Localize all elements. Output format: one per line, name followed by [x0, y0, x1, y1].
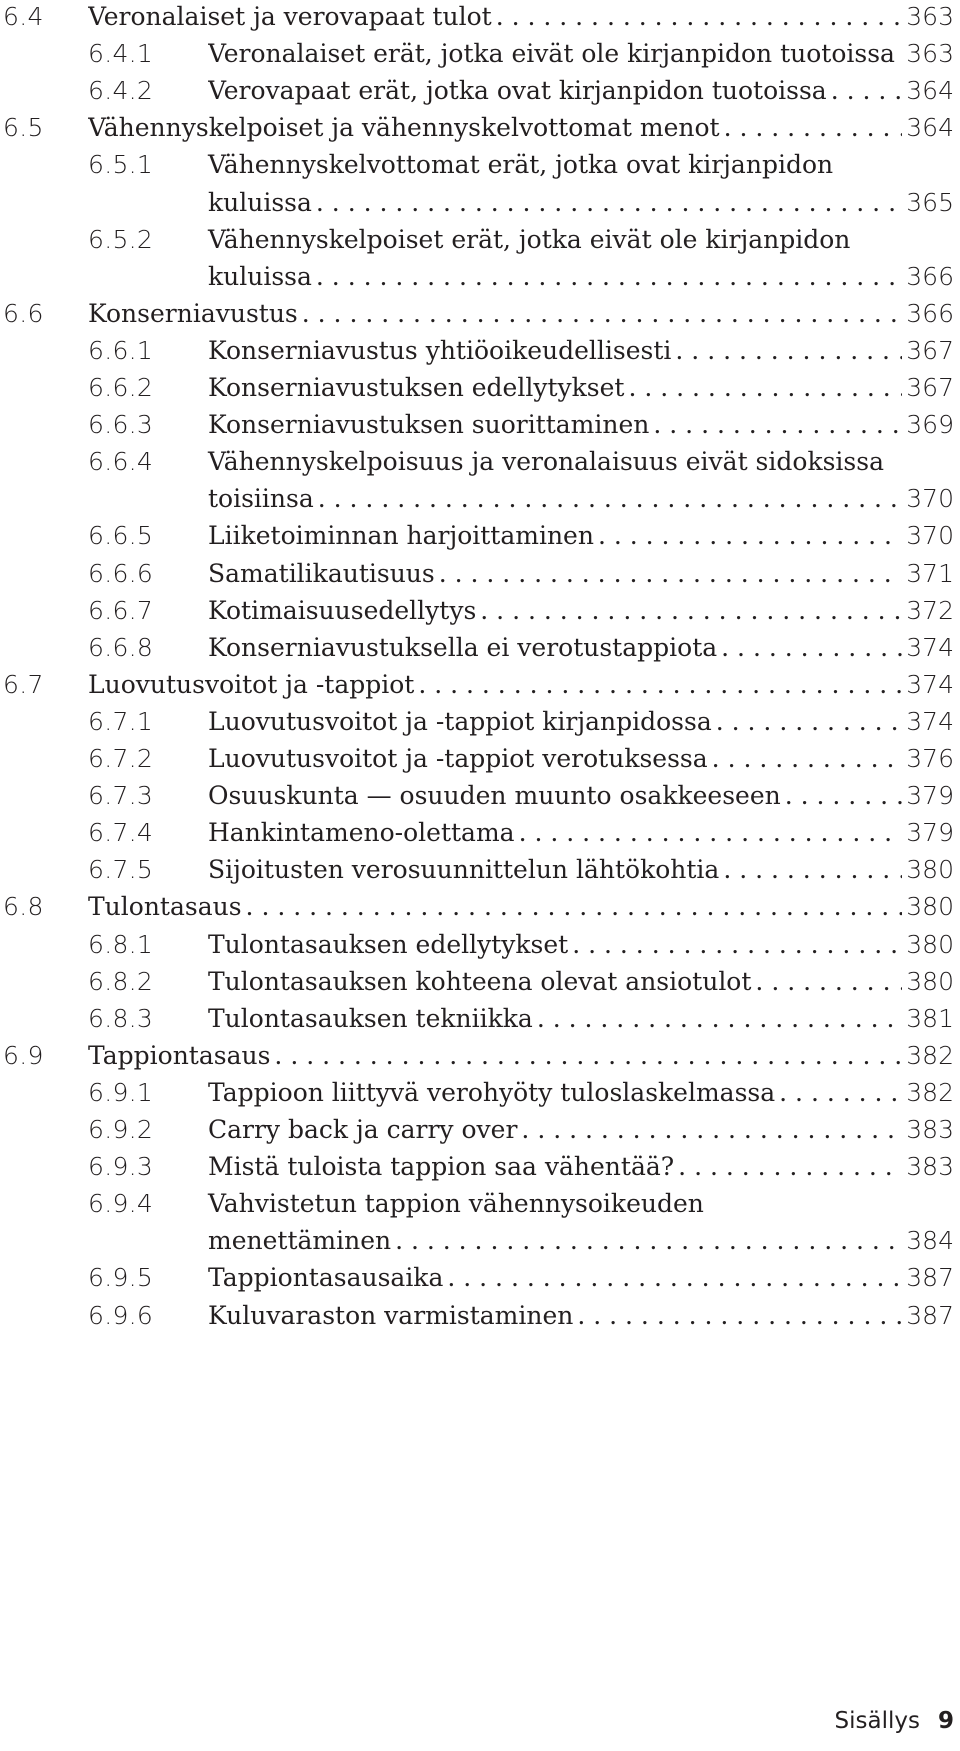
toc-entry: [0, 37, 960, 71]
section-title: Sijoitusten verosuunnittelun lähtökohtia: [208, 855, 720, 885]
section-title: Veronalaiset erät, jotka eivät ole kirjanpidon tuotoissa: [208, 39, 895, 69]
page-number: 363: [906, 39, 954, 69]
toc-entry: [0, 334, 960, 368]
section-number: 6.9: [3, 1040, 44, 1070]
page-number: 381: [906, 1003, 954, 1033]
section-title: menettäminen: [208, 1226, 392, 1256]
section-title: Liiketoiminnan harjoittaminen: [208, 521, 594, 551]
section-title: Tulontasauksen tekniikka: [208, 1003, 533, 1033]
toc-entry: [0, 705, 960, 739]
section-number: 6.4: [3, 2, 44, 31]
toc-entry: [0, 631, 960, 665]
section-title: Tappioon liittyvä verohyöty tuloslaskelmassa: [208, 1077, 776, 1107]
section-title: kuluissa: [208, 261, 312, 291]
section-number: 6.6.2: [88, 373, 154, 402]
toc-entry: [0, 1261, 960, 1295]
section-title: Tulontasauksen edellytykset: [208, 929, 569, 959]
dot-leader: [298, 297, 903, 331]
section-number: 6.6.4: [88, 447, 154, 477]
dot-leader: [414, 668, 902, 702]
section-number: 6.6.1: [88, 335, 154, 365]
section-title: Carry back ja carry over: [208, 1115, 518, 1144]
page-number: 383: [906, 1152, 954, 1182]
section-title: Vähennyskelpoisuus ja veronalaisuus eivät sidoksissa: [208, 447, 884, 477]
toc-entry: [0, 297, 960, 331]
section-number: 6.9.3: [88, 1152, 154, 1182]
footer-label: Sisällys: [834, 1708, 920, 1734]
section-number: 6.4.2: [88, 76, 154, 106]
section-number: 6.7.2: [88, 744, 154, 773]
dot-leader: [314, 482, 903, 516]
section-number: 6.6.7: [88, 595, 154, 625]
page-number: 367: [906, 335, 954, 365]
section-title: Vahvistetun tappion vähennysoikeuden: [208, 1189, 704, 1219]
toc-entry: [0, 408, 960, 442]
section-number: 6.5.2: [88, 224, 154, 254]
dot-leader: [312, 260, 902, 294]
page-number: 379: [906, 781, 954, 811]
page-number: 382: [906, 1077, 954, 1107]
dot-leader: [720, 111, 903, 145]
dot-leader: [435, 557, 903, 591]
page-number: 366: [906, 298, 954, 328]
section-number: 6.8.2: [88, 966, 154, 996]
section-title: Verovapaat erät, jotka ovat kirjanpidon tuotoissa: [208, 76, 827, 106]
dot-leader: [515, 816, 903, 850]
section-number: 6.6.5: [88, 521, 154, 551]
toc-entry: [0, 853, 960, 887]
section-title: Vähennyskelpoiset erät, jotka eivät ole kirjanpidon: [208, 224, 851, 254]
section-title: Osuuskunta — osuuden muunto osakkeeseen: [208, 781, 781, 811]
section-number: 6.7.5: [88, 855, 154, 885]
toc-entry: [0, 965, 960, 999]
toc-entry: [0, 1002, 960, 1036]
section-title: Vähennyskelpoiset ja vähennyskelvottomat menot: [88, 113, 720, 143]
toc-entry: [0, 0, 960, 34]
toc-entry: [0, 519, 960, 553]
page-number: 366: [906, 261, 954, 291]
toc-entry: [0, 1113, 960, 1147]
section-number: 6.9.1: [88, 1077, 154, 1107]
section-number: 6.9.6: [88, 1300, 154, 1330]
section-title: Konserniavustuksella ei verotustappiota: [208, 632, 718, 662]
section-title: Kuluvaraston varmistaminen: [208, 1300, 574, 1330]
page-number: 363: [906, 2, 954, 31]
dot-leader: [751, 965, 902, 999]
page-number: 380: [906, 892, 954, 922]
section-title: Tappiontasaus: [88, 1040, 271, 1070]
section-title: Luovutusvoitot ja -tappiot kirjanpidossa: [208, 706, 712, 736]
section-title: Hankintameno-olettama: [208, 818, 515, 848]
toc-entry: [0, 445, 960, 479]
section-number: 6.9.2: [88, 1115, 154, 1144]
section-number: 6.7: [3, 669, 44, 699]
page-number: 383: [906, 1115, 954, 1144]
page-number: 365: [906, 187, 954, 217]
page-number: 371: [906, 558, 954, 588]
page-number: 382: [906, 1040, 954, 1070]
section-number: 6.5.1: [88, 150, 154, 180]
section-title: toisiinsa: [208, 484, 314, 514]
dot-leader: [594, 519, 902, 553]
page-number: 374: [906, 632, 954, 662]
toc-entry: [0, 482, 960, 516]
page-number: 374: [906, 669, 954, 699]
toc-entry: [0, 890, 960, 924]
toc-entry: [0, 1224, 960, 1258]
section-title: Samatilikautisuus: [208, 558, 435, 588]
section-title: Kotimaisuusedellytys: [208, 595, 477, 625]
dot-leader: [708, 742, 903, 776]
page-number: 380: [906, 929, 954, 959]
section-number: 6.9.4: [88, 1189, 154, 1219]
dot-leader: [242, 890, 903, 924]
section-number: 6.6.8: [88, 632, 154, 662]
dot-leader: [270, 1039, 902, 1073]
footer-page-number: 9: [937, 1708, 954, 1734]
section-number: 6.7.3: [88, 781, 154, 811]
section-title: Konserniavustus yhtiöoikeudellisesti: [208, 335, 672, 365]
dot-leader: [517, 1113, 902, 1147]
page-number: 370: [906, 484, 954, 514]
toc-entry: [0, 1039, 960, 1073]
page-number: 369: [906, 410, 954, 440]
page-number: 364: [906, 113, 954, 143]
toc-entry: [0, 928, 960, 962]
toc-entry: [0, 594, 960, 628]
section-number: 6.9.5: [88, 1263, 154, 1293]
section-title: Mistä tuloista tappion saa vähentää?: [208, 1152, 675, 1182]
dot-leader: [775, 1076, 902, 1110]
page-number: 379: [906, 818, 954, 848]
toc-entry: [0, 668, 960, 702]
section-number: 6.5: [3, 113, 44, 143]
page-number: 387: [906, 1300, 954, 1330]
section-title: Luovutusvoitot ja -tappiot verotuksessa: [208, 744, 708, 773]
dot-leader: [827, 74, 903, 108]
page-number: 380: [906, 855, 954, 885]
toc-entry: [0, 223, 960, 257]
page-number: 387: [906, 1263, 954, 1293]
section-number: 6.8: [3, 892, 44, 922]
dot-leader: [624, 371, 902, 405]
toc-entry: [0, 371, 960, 405]
section-number: 6.8.1: [88, 929, 154, 959]
toc-entry: [0, 1299, 960, 1333]
toc-entry: [0, 816, 960, 850]
toc-entry: [0, 186, 960, 220]
page-number: 380: [906, 966, 954, 996]
section-title: Luovutusvoitot ja -tappiot: [88, 669, 415, 699]
section-title: kuluissa: [208, 187, 312, 217]
section-number: 6.8.3: [88, 1003, 154, 1033]
section-number: 6.6: [3, 298, 44, 328]
dot-leader: [649, 408, 902, 442]
dot-leader: [712, 705, 903, 739]
dot-leader: [717, 631, 902, 665]
toc-entry: [0, 74, 960, 108]
toc-entry: [0, 1150, 960, 1184]
section-number: 6.6.3: [88, 410, 154, 440]
section-title: Tappiontasausaika: [208, 1263, 444, 1293]
dot-leader: [674, 1150, 902, 1184]
dot-leader: [573, 1299, 902, 1333]
section-title: Vähennyskelvottomat erät, jotka ovat kirjanpidon: [208, 150, 834, 180]
toc-entry: [0, 779, 960, 813]
toc-entry: [0, 148, 960, 182]
toc-entry: [0, 111, 960, 145]
section-number: 6.7.4: [88, 818, 154, 848]
toc-entry: [0, 1187, 960, 1221]
toc-entry: [0, 742, 960, 776]
dot-leader: [671, 334, 902, 368]
toc-entry: [0, 260, 960, 294]
section-title: Konserniavustus: [88, 298, 298, 328]
section-title: Konserniavustuksen edellytykset: [208, 373, 625, 402]
page-number: 367: [906, 373, 954, 402]
dot-leader: [312, 186, 902, 220]
section-title: Tulontasauksen kohteena olevat ansiotulot: [208, 966, 752, 996]
section-title: Konserniavustuksen suorittaminen: [208, 410, 650, 440]
page-number: 376: [906, 744, 954, 773]
page-number: 364: [906, 76, 954, 106]
section-number: 6.4.1: [88, 39, 154, 69]
section-title: Veronalaiset ja verovapaat tulot: [88, 2, 492, 31]
section-title: Tulontasaus: [88, 892, 242, 922]
page-number: 384: [906, 1226, 954, 1256]
dot-leader: [568, 928, 902, 962]
dot-leader: [781, 779, 903, 813]
section-number: 6.6.6: [88, 558, 154, 588]
section-number: 6.7.1: [88, 706, 154, 736]
toc-entry: [0, 1076, 960, 1110]
page-number: 370: [906, 521, 954, 551]
dot-leader: [533, 1002, 902, 1036]
page-number: 374: [906, 706, 954, 736]
page-number: 372: [906, 595, 954, 625]
toc-entry: [0, 557, 960, 591]
dot-leader: [719, 853, 902, 887]
page-footer: [835, 1706, 954, 1736]
dot-leader: [443, 1261, 902, 1295]
dot-leader: [476, 594, 902, 628]
dot-leader: [391, 1224, 902, 1258]
dot-leader: [492, 0, 903, 34]
